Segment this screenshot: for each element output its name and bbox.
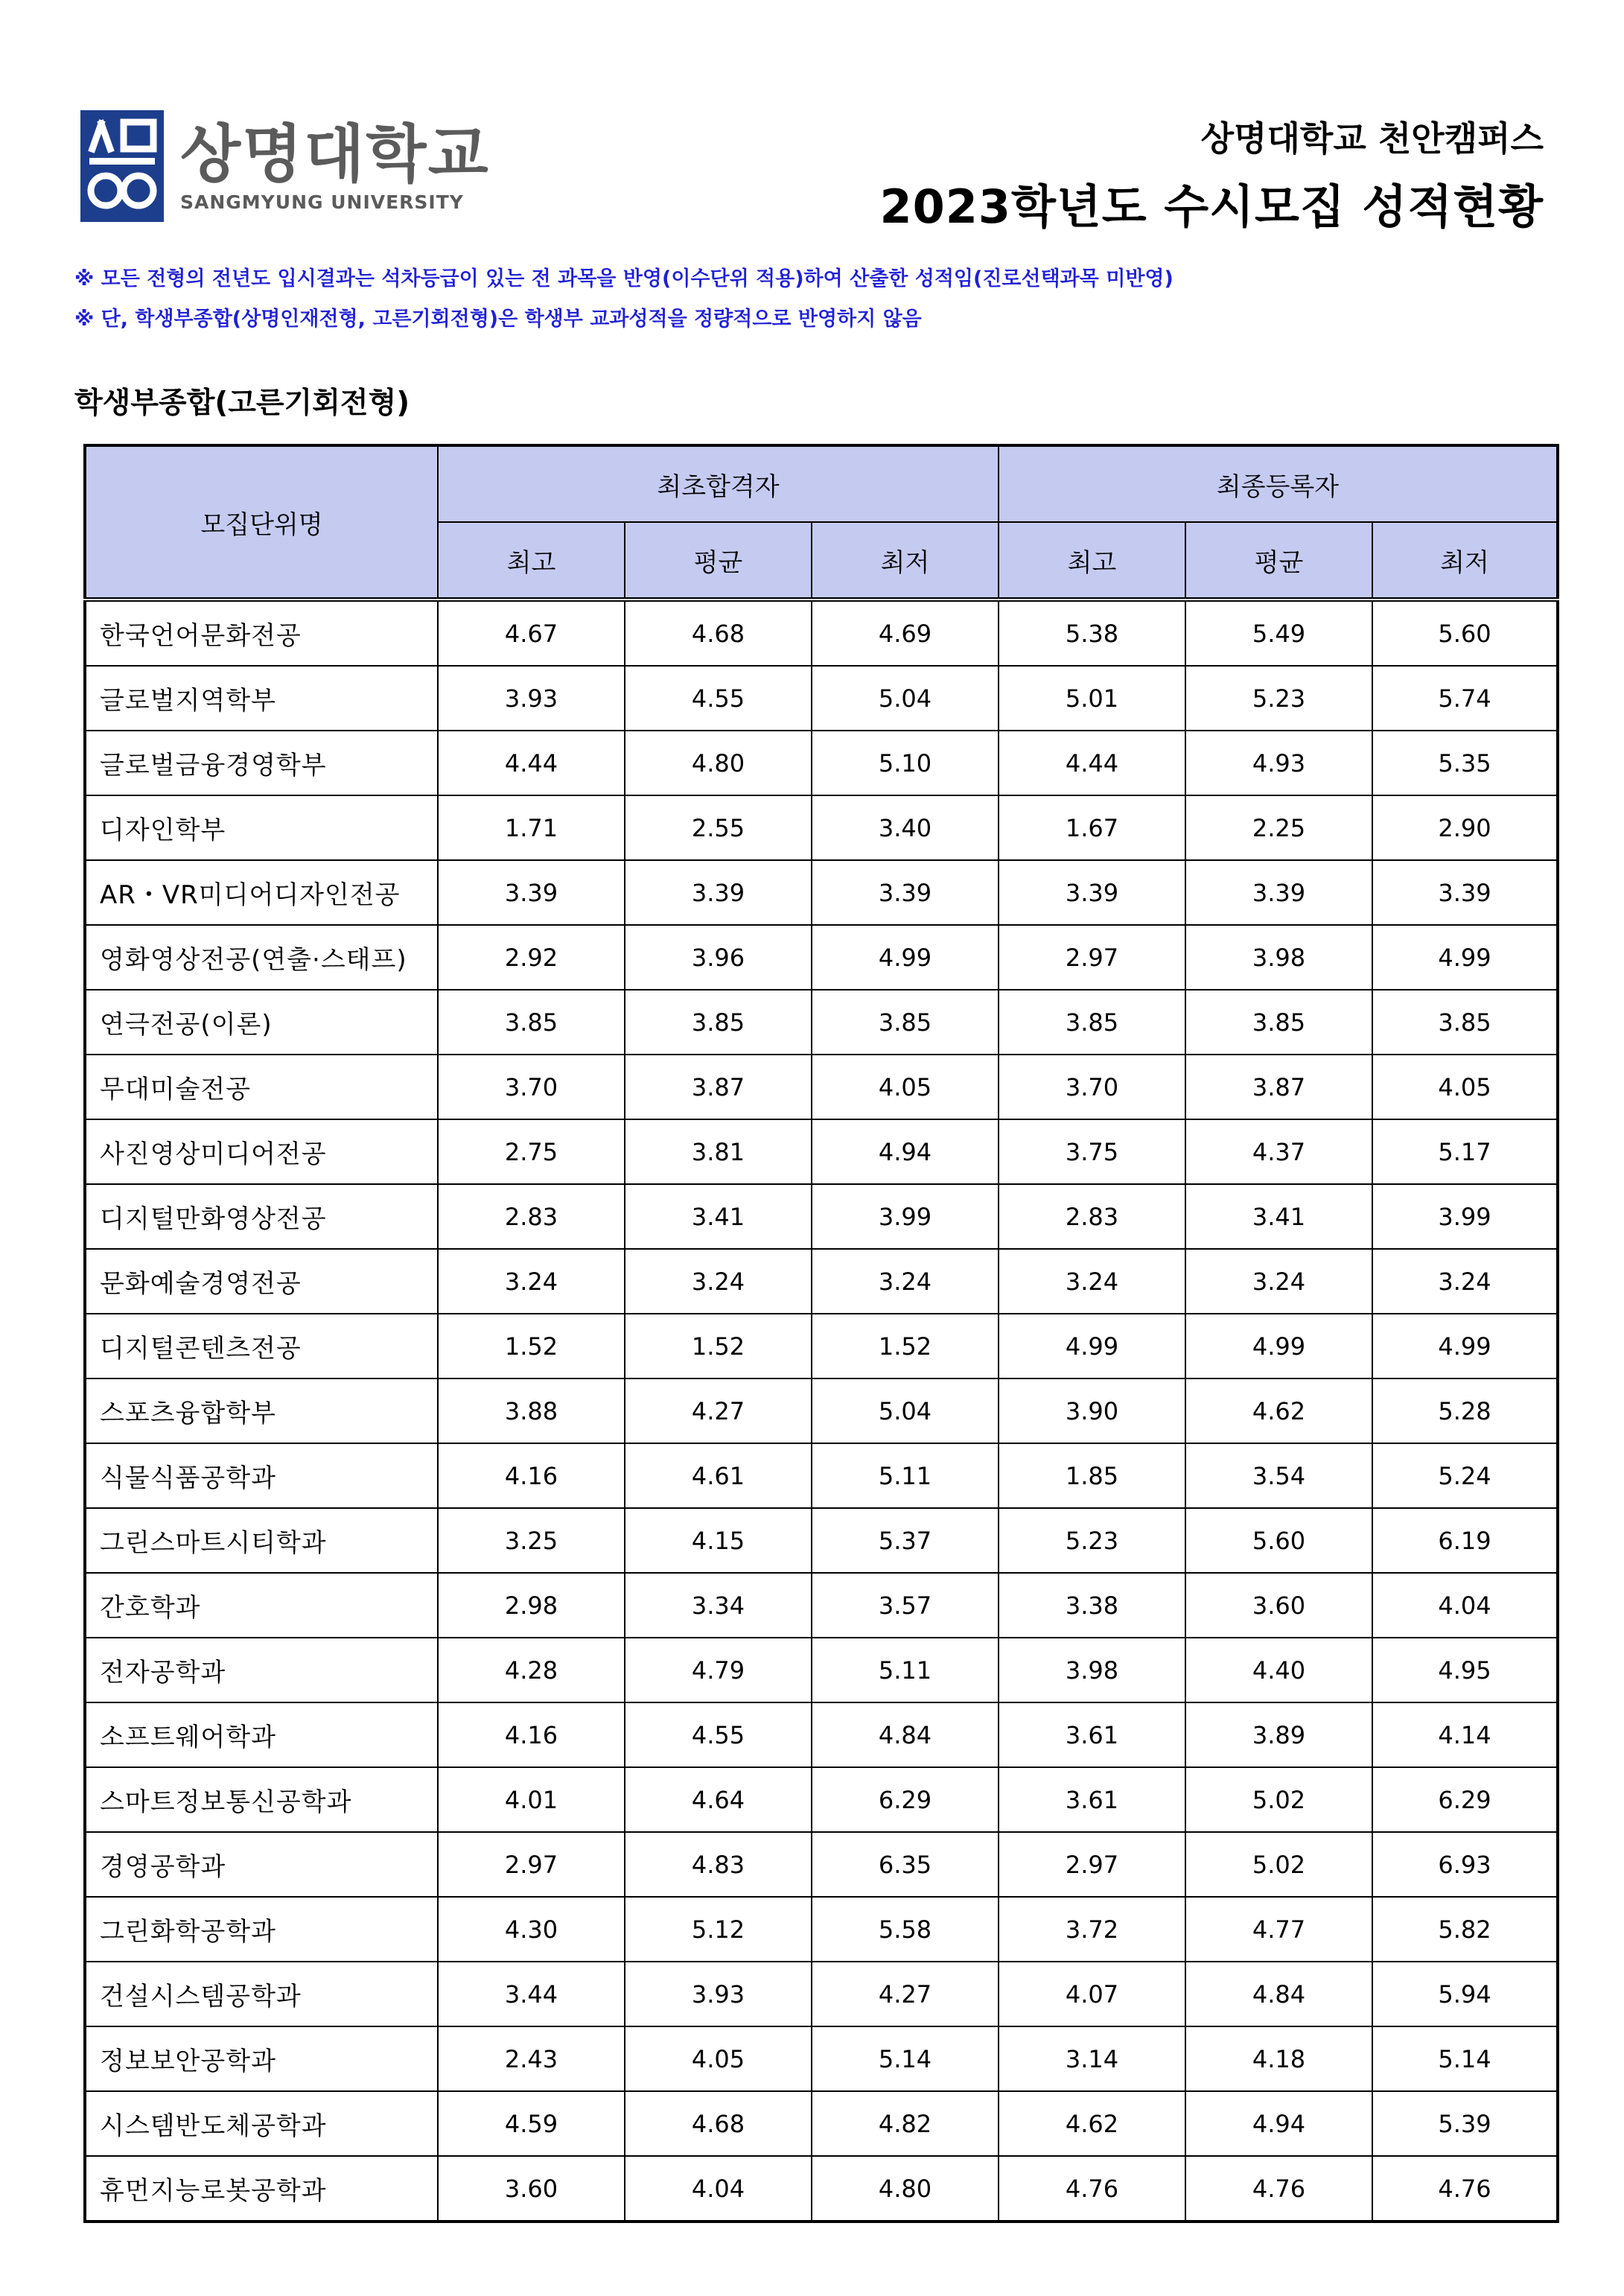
cell-score: 4.99 <box>1372 925 1558 990</box>
cell-score: 4.80 <box>812 2156 999 2222</box>
cell-unit-name: 사진영상미디어전공 <box>85 1119 438 1184</box>
cell-score: 3.38 <box>999 1573 1185 1638</box>
cell-score: 3.85 <box>812 990 999 1055</box>
cell-score: 4.99 <box>999 1314 1185 1378</box>
header-final-enrollees: 최종등록자 <box>999 445 1558 522</box>
cell-score: 4.94 <box>812 1119 999 1184</box>
cell-score: 1.52 <box>625 1314 812 1378</box>
header-unit: 모집단위명 <box>85 445 438 600</box>
cell-score: 4.68 <box>625 2091 812 2156</box>
table-row <box>85 600 1558 666</box>
cell-score: 5.10 <box>812 731 999 795</box>
section-title: 학생부종합(고른기회전형) <box>74 387 410 420</box>
cell-unit-name: 글로벌금융경영학부 <box>85 731 438 795</box>
cell-score: 3.98 <box>999 1638 1185 1702</box>
cell-score: 6.93 <box>1372 1832 1558 1897</box>
cell-score: 3.24 <box>625 1249 812 1314</box>
cell-score: 3.34 <box>625 1573 812 1638</box>
cell-score: 3.93 <box>625 1962 812 2026</box>
table-row <box>85 1897 1558 1962</box>
cell-score: 3.93 <box>438 666 625 731</box>
cell-score: 1.52 <box>812 1314 999 1378</box>
table-row <box>85 1573 1558 1638</box>
cell-score: 3.99 <box>1372 1184 1558 1249</box>
table-row <box>85 925 1558 990</box>
cell-score: 3.85 <box>625 990 812 1055</box>
cell-unit-name: 무대미술전공 <box>85 1055 438 1119</box>
cell-score: 5.60 <box>1185 1508 1372 1573</box>
cell-score: 4.94 <box>1185 2091 1372 2156</box>
logo-korean: 상명대학교 <box>180 117 490 191</box>
cell-score: 2.97 <box>999 925 1185 990</box>
cell-unit-name: 연극전공(이론) <box>85 990 438 1055</box>
cell-unit-name: 시스템반도체공학과 <box>85 2091 438 2156</box>
cell-score: 5.12 <box>625 1897 812 1962</box>
cell-unit-name: 스포츠융합학부 <box>85 1378 438 1443</box>
cell-score: 5.49 <box>1185 600 1372 666</box>
cell-score: 4.44 <box>999 731 1185 795</box>
table-row <box>85 1962 1558 2026</box>
cell-score: 4.16 <box>438 1443 625 1508</box>
cell-score: 5.74 <box>1372 666 1558 731</box>
cell-score: 4.99 <box>1185 1314 1372 1378</box>
cell-score: 3.85 <box>1372 990 1558 1055</box>
cell-score: 5.02 <box>1185 1767 1372 1832</box>
cell-score: 4.77 <box>1185 1897 1372 1962</box>
cell-score: 4.07 <box>999 1962 1185 2026</box>
cell-score: 2.97 <box>438 1832 625 1897</box>
header-final-avg: 평균 <box>1185 522 1372 600</box>
table-row <box>85 1119 1558 1184</box>
cell-score: 3.24 <box>1372 1249 1558 1314</box>
note-1: ※ 모든 전형의 전년도 입시결과는 석차등급이 있는 전 과목을 반영(이수단위 적용)하여 산출한 성적임(진로선택과목 미반영) <box>74 267 1174 290</box>
cell-score: 3.60 <box>1185 1573 1372 1638</box>
cell-score: 2.75 <box>438 1119 625 1184</box>
cell-score: 5.17 <box>1372 1119 1558 1184</box>
cell-score: 3.70 <box>438 1055 625 1119</box>
cell-score: 1.85 <box>999 1443 1185 1508</box>
cell-score: 3.39 <box>1372 860 1558 925</box>
cell-score: 4.82 <box>812 2091 999 2156</box>
cell-score: 3.98 <box>1185 925 1372 990</box>
cell-unit-name: 문화예술경영전공 <box>85 1249 438 1314</box>
cell-score: 5.38 <box>999 600 1185 666</box>
cell-score: 3.72 <box>999 1897 1185 1962</box>
cell-score: 3.41 <box>1185 1184 1372 1249</box>
cell-score: 4.76 <box>1185 2156 1372 2222</box>
table-row <box>85 990 1558 1055</box>
cell-score: 6.19 <box>1372 1508 1558 1573</box>
table-row <box>85 1184 1558 1249</box>
cell-unit-name: 정보보안공학과 <box>85 2026 438 2091</box>
logo-text <box>180 117 490 213</box>
cell-score: 4.04 <box>625 2156 812 2222</box>
cell-score: 4.40 <box>1185 1638 1372 1702</box>
cell-unit-name: 경영공학과 <box>85 1832 438 1897</box>
cell-score: 3.39 <box>812 860 999 925</box>
table-row <box>85 2026 1558 2091</box>
cell-score: 4.28 <box>438 1638 625 1702</box>
table-row <box>85 1702 1558 1767</box>
cell-score: 5.60 <box>1372 600 1558 666</box>
table-row <box>85 1638 1558 1702</box>
cell-score: 4.62 <box>999 2091 1185 2156</box>
cell-score: 3.88 <box>438 1378 625 1443</box>
cell-score: 5.82 <box>1372 1897 1558 1962</box>
cell-score: 3.96 <box>625 925 812 990</box>
cell-score: 4.61 <box>625 1443 812 1508</box>
cell-score: 3.99 <box>812 1184 999 1249</box>
header-initial-admits: 최초합격자 <box>438 445 999 522</box>
cell-score: 3.25 <box>438 1508 625 1573</box>
cell-score: 5.23 <box>999 1508 1185 1573</box>
cell-score: 3.81 <box>625 1119 812 1184</box>
cell-score: 4.76 <box>1372 2156 1558 2222</box>
table-row <box>85 795 1558 860</box>
cell-score: 3.85 <box>999 990 1185 1055</box>
header-final-min: 최저 <box>1372 522 1558 600</box>
cell-unit-name: 휴먼지능로봇공학과 <box>85 2156 438 2222</box>
cell-score: 5.04 <box>812 666 999 731</box>
cell-score: 5.14 <box>1372 2026 1558 2091</box>
cell-score: 4.01 <box>438 1767 625 1832</box>
cell-score: 3.24 <box>812 1249 999 1314</box>
cell-score: 5.23 <box>1185 666 1372 731</box>
cell-unit-name: 디자인학부 <box>85 795 438 860</box>
cell-score: 2.83 <box>999 1184 1185 1249</box>
cell-score: 5.58 <box>812 1897 999 1962</box>
cell-score: 4.37 <box>1185 1119 1372 1184</box>
cell-score: 4.55 <box>625 1702 812 1767</box>
table-row <box>85 1508 1558 1573</box>
cell-score: 3.61 <box>999 1702 1185 1767</box>
cell-score: 2.90 <box>1372 795 1558 860</box>
cell-score: 3.39 <box>438 860 625 925</box>
cell-score: 4.59 <box>438 2091 625 2156</box>
note-2: ※ 단, 학생부종합(상명인재전형, 고른기회전형)은 학생부 교과성적을 정량적으로 반영하지 않음 <box>74 308 922 331</box>
cell-score: 3.70 <box>999 1055 1185 1119</box>
cell-score: 4.27 <box>812 1962 999 2026</box>
cell-score: 3.85 <box>1185 990 1372 1055</box>
cell-score: 3.39 <box>1185 860 1372 925</box>
cell-score: 4.27 <box>625 1378 812 1443</box>
cell-score: 5.04 <box>812 1378 999 1443</box>
cell-score: 5.14 <box>812 2026 999 2091</box>
cell-score: 3.90 <box>999 1378 1185 1443</box>
cell-unit-name: 영화영상전공(연출·스태프) <box>85 925 438 990</box>
cell-score: 2.97 <box>999 1832 1185 1897</box>
cell-score: 4.80 <box>625 731 812 795</box>
cell-score: 6.29 <box>812 1767 999 1832</box>
header-initial-avg: 평균 <box>625 522 812 600</box>
cell-score: 4.44 <box>438 731 625 795</box>
table-row <box>85 860 1558 925</box>
cell-score: 4.69 <box>812 600 999 666</box>
cell-score: 4.68 <box>625 600 812 666</box>
cell-unit-name: 디지털만화영상전공 <box>85 1184 438 1249</box>
cell-score: 5.94 <box>1372 1962 1558 2026</box>
cell-score: 4.18 <box>1185 2026 1372 2091</box>
cell-unit-name: 스마트정보통신공학과 <box>85 1767 438 1832</box>
cell-unit-name: 건설시스템공학과 <box>85 1962 438 2026</box>
logo-english: SANGMYUNG UNIVERSITY <box>180 191 464 213</box>
logo-emblem-icon <box>80 110 164 222</box>
cell-unit-name: 소프트웨어학과 <box>85 1702 438 1767</box>
cell-score: 3.24 <box>999 1249 1185 1314</box>
cell-score: 4.99 <box>1372 1314 1558 1378</box>
cell-score: 4.30 <box>438 1897 625 1962</box>
cell-unit-name: 디지털콘텐츠전공 <box>85 1314 438 1378</box>
cell-score: 3.40 <box>812 795 999 860</box>
cell-score: 5.37 <box>812 1508 999 1573</box>
cell-score: 3.89 <box>1185 1702 1372 1767</box>
header-initial-max: 최고 <box>438 522 625 600</box>
cell-score: 6.29 <box>1372 1767 1558 1832</box>
cell-unit-name: 글로벌지역학부 <box>85 666 438 731</box>
cell-score: 3.41 <box>625 1184 812 1249</box>
cell-score: 5.11 <box>812 1443 999 1508</box>
document-title: 2023학년도 수시모집 성적현황 <box>879 179 1544 234</box>
cell-score: 4.62 <box>1185 1378 1372 1443</box>
cell-score: 5.24 <box>1372 1443 1558 1508</box>
cell-score: 1.71 <box>438 795 625 860</box>
cell-score: 4.67 <box>438 600 625 666</box>
table-row <box>85 1314 1558 1378</box>
header-initial-min: 최저 <box>812 522 999 600</box>
cell-unit-name: AR・VR미디어디자인전공 <box>85 860 438 925</box>
campus-name: 상명대학교 천안캠퍼스 <box>1200 118 1544 159</box>
university-logo <box>80 110 490 222</box>
table-row <box>85 1832 1558 1897</box>
cell-score: 4.05 <box>625 2026 812 2091</box>
cell-score: 5.39 <box>1372 2091 1558 2156</box>
table-row <box>85 1055 1558 1119</box>
cell-unit-name: 한국언어문화전공 <box>85 600 438 666</box>
cell-score: 3.85 <box>438 990 625 1055</box>
cell-unit-name: 전자공학과 <box>85 1638 438 1702</box>
cell-score: 3.39 <box>625 860 812 925</box>
cell-score: 2.98 <box>438 1573 625 1638</box>
cell-score: 4.76 <box>999 2156 1185 2222</box>
cell-score: 5.28 <box>1372 1378 1558 1443</box>
cell-score: 5.11 <box>812 1638 999 1702</box>
cell-unit-name: 간호학과 <box>85 1573 438 1638</box>
cell-score: 4.14 <box>1372 1702 1558 1767</box>
cell-score: 1.67 <box>999 795 1185 860</box>
cell-score: 2.25 <box>1185 795 1372 860</box>
cell-score: 2.55 <box>625 795 812 860</box>
cell-score: 3.75 <box>999 1119 1185 1184</box>
cell-score: 4.84 <box>812 1702 999 1767</box>
table-row <box>85 2091 1558 2156</box>
cell-score: 5.02 <box>1185 1832 1372 1897</box>
cell-score: 4.95 <box>1372 1638 1558 1702</box>
cell-score: 4.64 <box>625 1767 812 1832</box>
cell-score: 4.84 <box>1185 1962 1372 2026</box>
cell-score: 4.55 <box>625 666 812 731</box>
cell-score: 3.60 <box>438 2156 625 2222</box>
cell-score: 4.83 <box>625 1832 812 1897</box>
cell-score: 1.52 <box>438 1314 625 1378</box>
cell-score: 3.44 <box>438 1962 625 2026</box>
cell-score: 6.35 <box>812 1832 999 1897</box>
cell-score: 5.01 <box>999 666 1185 731</box>
cell-unit-name: 식물식품공학과 <box>85 1443 438 1508</box>
table-row <box>85 2156 1558 2222</box>
cell-score: 5.35 <box>1372 731 1558 795</box>
cell-score: 4.99 <box>812 925 999 990</box>
cell-score: 4.04 <box>1372 1573 1558 1638</box>
cell-score: 4.93 <box>1185 731 1372 795</box>
table-row <box>85 1443 1558 1508</box>
cell-score: 4.05 <box>1372 1055 1558 1119</box>
cell-score: 3.14 <box>999 2026 1185 2091</box>
table-row <box>85 1378 1558 1443</box>
cell-score: 3.87 <box>1185 1055 1372 1119</box>
cell-score: 4.79 <box>625 1638 812 1702</box>
table-row <box>85 666 1558 731</box>
results-table <box>83 444 1559 2223</box>
cell-score: 2.43 <box>438 2026 625 2091</box>
cell-score: 3.54 <box>1185 1443 1372 1508</box>
cell-unit-name: 그린화학공학과 <box>85 1897 438 1962</box>
cell-score: 2.83 <box>438 1184 625 1249</box>
cell-score: 4.05 <box>812 1055 999 1119</box>
cell-score: 3.61 <box>999 1767 1185 1832</box>
table-row <box>85 1249 1558 1314</box>
table-body <box>85 600 1558 2222</box>
cell-unit-name: 그린스마트시티학과 <box>85 1508 438 1573</box>
cell-score: 4.16 <box>438 1702 625 1767</box>
table-row <box>85 731 1558 795</box>
cell-score: 3.57 <box>812 1573 999 1638</box>
cell-score: 2.92 <box>438 925 625 990</box>
cell-score: 3.24 <box>1185 1249 1372 1314</box>
cell-score: 3.87 <box>625 1055 812 1119</box>
cell-score: 3.39 <box>999 860 1185 925</box>
cell-score: 4.15 <box>625 1508 812 1573</box>
table-row <box>85 1767 1558 1832</box>
header-final-max: 최고 <box>999 522 1185 600</box>
cell-score: 3.24 <box>438 1249 625 1314</box>
